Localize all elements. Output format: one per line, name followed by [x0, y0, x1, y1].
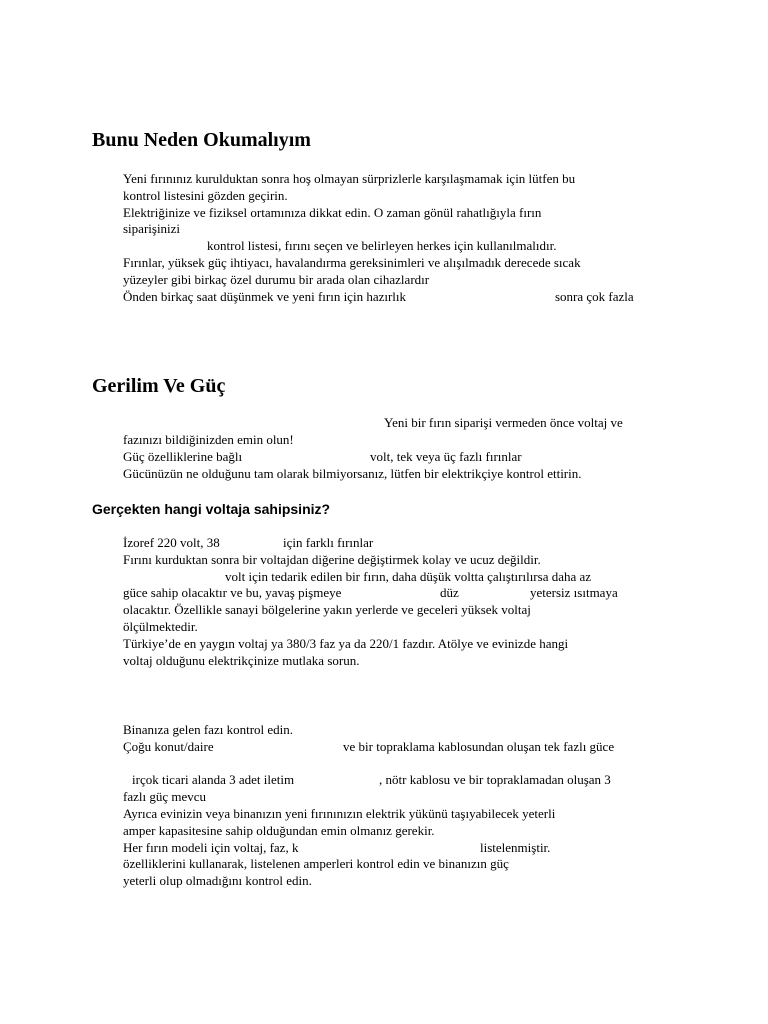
paragraph-line: Binanıza gelen fazı kontrol edin. — [123, 722, 294, 737]
paragraph-line-fragment: volt, tek veya üç fazlı fırınlar — [370, 449, 522, 464]
paragraph-line-fragment: Yeni bir fırın siparişi vermeden önce voltaj ve — [384, 415, 623, 430]
paragraph-line-fragment: ve bir topraklama kablosundan oluşan tek fazlı güce — [343, 739, 615, 754]
paragraph-line: Gücünüzün ne olduğunu tam olarak bilmiyorsanız, lütfen bir elektrikçiye kontrol ettirin. — [123, 466, 582, 481]
paragraph-line: Çoğu konut/daire — [123, 739, 214, 754]
paragraph-line: kontrol listesi, fırını seçen ve belirleyen herkes için kullanılmalıdır. — [207, 238, 557, 253]
paragraph-line: fazlı güç mevcu — [123, 789, 207, 804]
paragraph-line: Önden birkaç saat düşünmek ve yeni fırın için hazırlık — [123, 289, 407, 304]
subheading-which-voltage: Gerçekten hangi voltaja sahipsiniz? — [92, 501, 331, 517]
paragraph-line-fragment: sonra çok fazla — [555, 289, 634, 304]
paragraph-line-fragment: listelenmiştir. — [480, 840, 551, 855]
paragraph-line: kontrol listesini gözden geçirin. — [123, 188, 288, 203]
paragraph-line-fragment: volt için tedarik edilen bir fırın, daha düşük voltta çalıştırılırsa daha az — [225, 569, 592, 584]
paragraph-line: Yeni fırınınız kurulduktan sonra hoş olmayan sürprizlerle karşılaşmamak için lütfen bu — [123, 171, 576, 186]
paragraph-line: Ayrıca evinizin veya binanızın yeni fırınınızın elektrik yükünü taşıyabilecek yeterli — [123, 806, 556, 821]
paragraph-line: Türkiye’de en yaygın voltaj ya 380/3 faz ya da 220/1 fazdır. Atölye ve evinizde hangi — [123, 636, 569, 651]
paragraph-line: Her fırın modeli için voltaj, faz, k — [123, 840, 299, 855]
paragraph-line: Fırınlar, yüksek güç ihtiyacı, havalandırma gereksinimleri ve alışılmadık derecede sıcak — [123, 255, 581, 270]
paragraph-line: yüzeyler gibi birkaç özel durumu bir arada olan cihazlardır — [123, 272, 430, 287]
paragraph-line: olacaktır. Özellikle sanayi bölgelerine yakın yerlerde ve geceleri yüksek voltaj — [123, 602, 531, 617]
paragraph-line: güce sahip olacaktır ve bu, yavaş pişmeye — [123, 585, 342, 600]
paragraph-line: yeterli olup olmadığını kontrol edin. — [123, 873, 312, 888]
paragraph-line: özelliklerini kullanarak, listelenen amperleri kontrol edin ve binanızın güç — [123, 856, 509, 871]
paragraph-line: fazınızı bildiğinizden emin olun! — [123, 432, 294, 447]
paragraph-line: ölçülmektedir. — [123, 619, 198, 634]
paragraph-line-fragment: irçok ticari alanda 3 adet iletim — [132, 772, 295, 787]
paragraph-line-fragment: , nötr kablosu ve bir topraklamadan oluşan 3 — [379, 772, 611, 787]
heading-why-read: Bunu Neden Okumalıyım — [92, 129, 311, 151]
paragraph-line: amper kapasitesine sahip olduğundan emin olmanız gerekir. — [123, 823, 435, 838]
heading-voltage-power: Gerilim Ve Güç — [92, 375, 226, 397]
paragraph-line-fragment: için farklı fırınlar — [283, 535, 374, 550]
paragraph-line-fragment: yetersiz ısıtmaya — [530, 585, 618, 600]
paragraph-line: Fırını kurduktan sonra bir voltajdan diğerine değiştirmek kolay ve ucuz değildir. — [123, 552, 541, 567]
paragraph-line: İzoref 220 volt, 38 — [123, 535, 220, 550]
paragraph-line: voltaj olduğunu elektrikçinize mutlaka sorun. — [123, 653, 360, 668]
paragraph-line-fragment: düz — [440, 585, 459, 600]
paragraph-line: Elektriğinize ve fiziksel ortamınıza dikkat edin. O zaman gönül rahatlığıyla fırın — [123, 205, 542, 220]
paragraph-line: siparişinizi — [123, 221, 181, 236]
paragraph-line: Güç özelliklerine bağlı — [123, 449, 243, 464]
